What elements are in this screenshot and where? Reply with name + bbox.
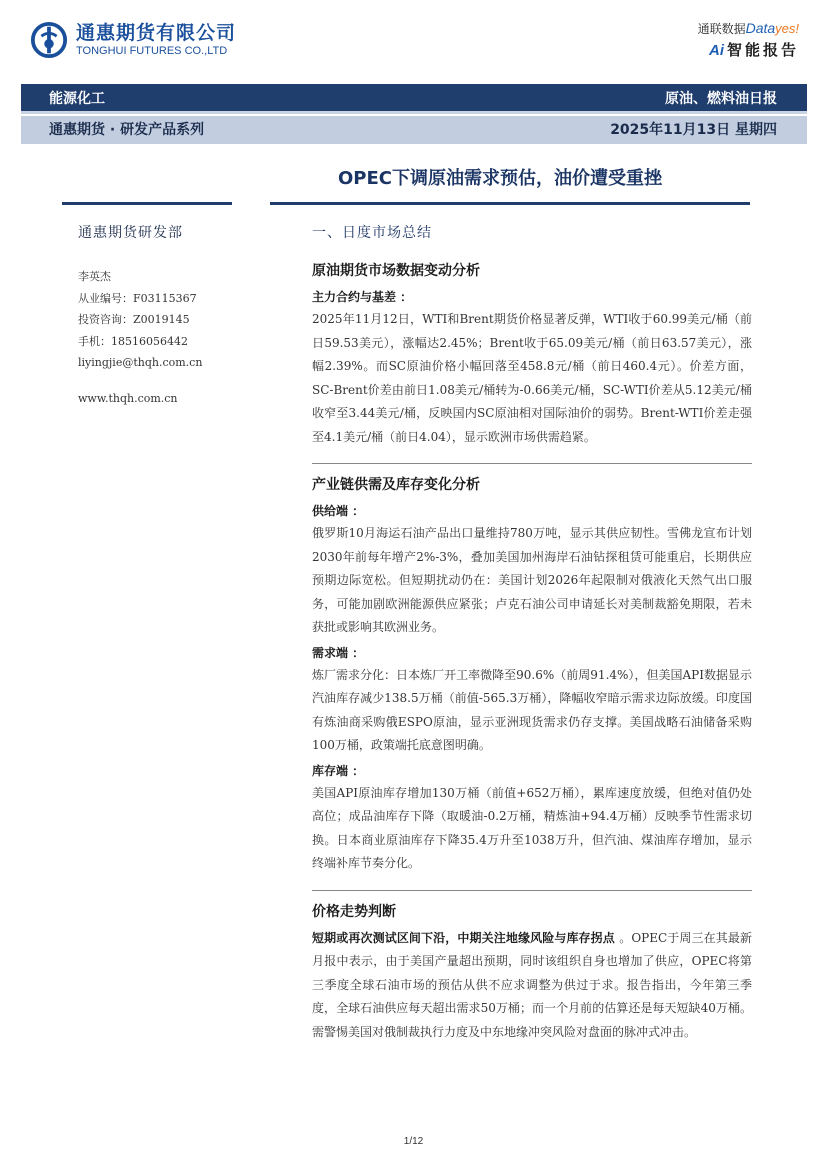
series-band: [21, 116, 807, 144]
heading-price-outlook: 价格走势判断: [312, 903, 396, 920]
brand-yes: yes!: [775, 21, 799, 36]
para-price-outlook: [312, 927, 752, 1045]
brand-report: 智能报告: [726, 41, 799, 59]
datayes-brand: [698, 20, 799, 62]
company-name-en: TONGHUI FUTURES CO.,LTD: [76, 45, 228, 57]
report-type: 原油、燃料油日报: [665, 91, 777, 107]
price-outlook-text: 。OPEC于周三在其最新月报中表示，由于美国产量超出预期，同时该组织自身也增加了供应，OPEC将第三季度全球石油市场的预估从供不应求调整为供过于求。报告指出，今年第三季度，全球石油供应每天超出需求50万桶；而一个月前的估算还是每天短缺40万桶。需警惕美国对俄制裁执行力度及中东地缘冲突风险对盘面的脉冲式冲击。: [312, 930, 752, 1039]
company-name-cn: 通惠期货有限公司: [76, 22, 237, 44]
para-supply: 俄罗斯10月海运石油产品出口量维持780万吨，显示其供应韧性。雪佛龙宣布计划2030年前每年增产2%-3%，叠加美国加州海岸石油钻探租赁可能重启，长期供应预期边际宽松。但短期扰动仍在：美国计划2026年起限制对俄液化天然气出口服务，可能加剧欧洲能源供应紧张；卢克石油公司申请延长对美制裁豁免期限，若未获批或影响其欧洲业务。: [312, 526, 752, 634]
sector-band: [21, 84, 807, 114]
price-outlook-lead: 短期或再次测试区间下沿，中期关注地缘风险与库存拐点: [312, 930, 620, 945]
heading-futures-analysis: 原油期货市场数据变动分析: [312, 263, 480, 279]
brand-ai-logo: Ai: [708, 42, 724, 59]
para-futures-analysis: 2025年11月12日，WTI和Brent期货价格显著反弹，WTI收于60.99美元/桶（前日59.53美元），涨幅达2.45%；Brent收于65.09美元/桶（前日63.57美元），涨幅2.39%。而SC原油价格小幅回落至458.8元/桶（前日460.4元）。价差方面，SC-Brent价差由前日1.08美元/桶转为-0.66美元/桶，SC-WTI价差从5.12美元/桶收窄至3.44美元/桶，反映国内SC原油相对国际油价的弱势。Brent-WTI价差走强至4.1美元/桶（前日4.04），显示欧洲市场供需趋紧。: [312, 312, 752, 444]
department: 通惠期货研发部: [78, 225, 183, 241]
title-divider-left: [62, 202, 232, 205]
author-name: 李英杰: [78, 270, 111, 283]
license-number: 从业编号：F03115367: [78, 291, 197, 305]
section-heading-daily-summary: 一、日度市场总结: [312, 225, 432, 241]
author-sidebar: [78, 222, 278, 409]
email-link[interactable]: liyingjie@thqh.com.cn: [78, 356, 203, 369]
heading-supply-demand: 产业链供需及库存变化分析: [312, 477, 480, 493]
title-divider-right: [270, 202, 750, 205]
brand-data: Data: [745, 20, 776, 36]
website-link[interactable]: www.thqh.com.cn: [78, 391, 178, 405]
report-title: OPEC下调原油需求预估，油价遭受重挫: [338, 168, 662, 189]
label-inventory: 库存端 ：: [312, 763, 365, 778]
phone-number: 手机：18516056442: [78, 334, 188, 348]
brand-cn: 通联数据: [697, 22, 746, 36]
para-demand: 炼厂需求分化：日本炼厂开工率微降至90.6%（前周91.4%），但美国API数据显示汽油库存减少138.5万桶（前值-565.3万桶），降幅收窄暗示需求边际放缓。印度国有炼油商采购俄ESPO原油，显示亚洲现货需求仍存支撑。美国战略石油储备采购100万桶，政策端托底意图明确。: [312, 667, 752, 752]
label-supply: 供给端 ：: [312, 504, 365, 518]
para-inventory: 美国API原油库存增加130万桶（前值+652万桶），累库速度放缓，但绝对值仍处高位；成品油库存下降（取暖油-0.2万桶，精炼油+94.4万桶）反映季节性需求切换。日本商业原油库存下降35.4万升至1038万升，但汽油、煤油库存增加，显示终端补库节奏分化。: [312, 785, 752, 870]
report-body: [312, 222, 752, 1044]
page-number: 1/12: [403, 1136, 424, 1147]
series-label: 通惠期货 · 研发产品系列: [49, 122, 205, 138]
company-logo: [30, 20, 236, 60]
consult-number: 投资咨询：Z0019145: [78, 313, 190, 326]
company-logo-icon: [30, 21, 68, 59]
report-date: 2025年11月13日 星期四: [610, 122, 777, 138]
label-demand: 需求端 ：: [312, 645, 365, 660]
sector-label: 能源化工: [49, 91, 105, 107]
label-contract-basis: 主力合约与基差 ：: [312, 290, 413, 304]
